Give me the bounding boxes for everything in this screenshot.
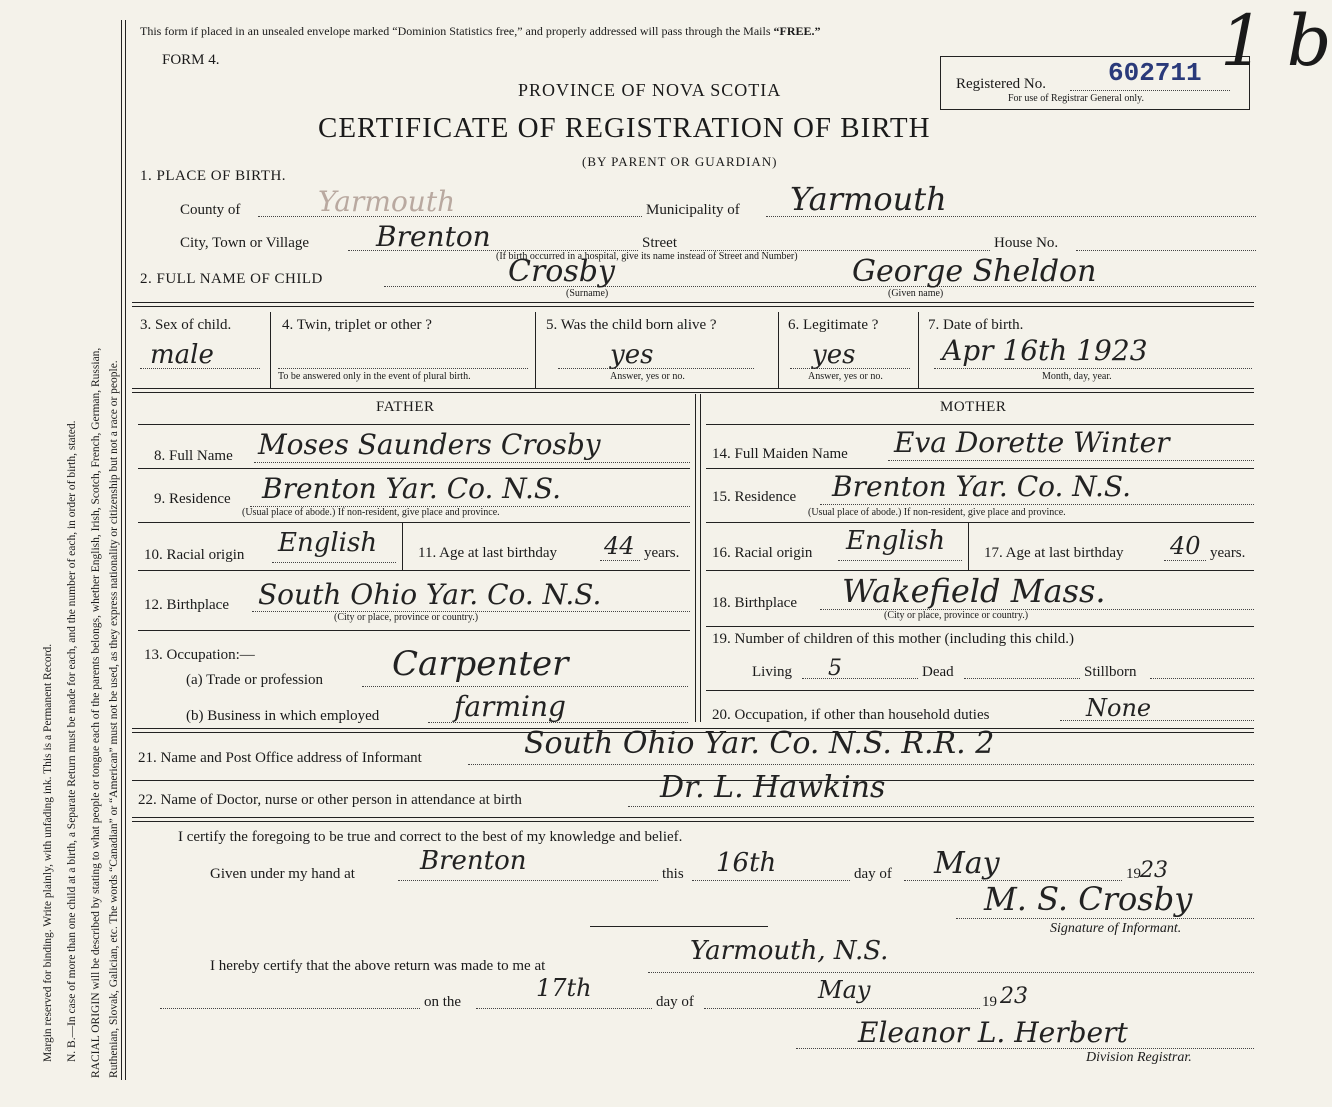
father-business-value: farming xyxy=(454,690,566,723)
mother-name-value: Eva Dorette Winter xyxy=(894,426,1170,459)
city-label: City, Town or Village xyxy=(180,235,310,251)
father-name-value: Moses Saunders Crosby xyxy=(258,428,601,461)
certificate-title: CERTIFICATE OF REGISTRATION OF BIRTH xyxy=(318,112,931,144)
registered-label: Registered No. xyxy=(956,76,1046,92)
registrar-year-value: 23 xyxy=(1000,984,1028,1009)
hospital-note: (If birth occurred in a hospital, give its name instead of Street and Number) xyxy=(496,251,798,262)
form-number: FORM 4. xyxy=(162,52,220,68)
father-age-value: 44 xyxy=(604,532,635,560)
on-the-label: on the xyxy=(424,994,462,1010)
street-label: Street xyxy=(642,235,677,251)
mother-race-value: English xyxy=(846,526,946,556)
mother-race-label: 16. Racial origin xyxy=(712,545,813,561)
county-value: Yarmouth xyxy=(318,185,456,218)
informant-label: 21. Name and Post Office address of Informant xyxy=(138,750,422,766)
mother-age-label: 17. Age at last birthday xyxy=(984,545,1124,561)
postal-notice: This form if placed in an unsealed envelope marked “Dominion Statistics free,” and properly addressed will pass through the Mails “FREE.” xyxy=(140,24,821,38)
registrar-day-value: 17th xyxy=(536,974,592,1002)
registrar-year-prefix: 19 xyxy=(982,994,997,1010)
dob-note: Month, day, year. xyxy=(1042,371,1112,382)
father-residence-note: (Usual place of abode.) If non-resident, give place and province. xyxy=(242,507,500,518)
twin-note: To be answered only in the event of plural birth. xyxy=(278,371,471,382)
dob-value: Apr 16th 1923 xyxy=(942,334,1148,367)
given-under-label: Given under my hand at xyxy=(210,866,355,882)
father-birthplace-label: 12. Birthplace xyxy=(144,597,229,613)
province-heading: PROVINCE OF NOVA SCOTIA xyxy=(518,80,782,100)
margin-note-nb: N. B.—In case of more than one child at a birth, a Separate Return must be made for each, and the number of each, in order of birth, stated. xyxy=(66,420,78,1062)
certify-year-value: 23 xyxy=(1140,858,1168,883)
mother-occupation-value: None xyxy=(1086,694,1152,722)
child-surname: Crosby xyxy=(508,254,615,289)
father-race-label: 10. Racial origin xyxy=(144,547,245,563)
rule-double-2 xyxy=(132,388,1254,393)
informant-value: South Ohio Yar. Co. N.S. R.R. 2 xyxy=(524,726,995,761)
surname-note: (Surname) xyxy=(566,288,609,299)
father-years: years. xyxy=(644,545,680,561)
registrar-month-value: May xyxy=(818,976,871,1004)
certify-month-value: May xyxy=(934,846,1000,881)
father-occupation-label: 13. Occupation:— xyxy=(144,647,255,663)
certify-day-of-label: day of xyxy=(854,866,892,882)
alive-label: 5. Was the child born alive ? xyxy=(546,317,717,333)
place-section-label: 1. PLACE OF BIRTH. xyxy=(140,168,287,184)
house-number-label: House No. xyxy=(994,235,1059,251)
mother-birthplace-value: Wakefield Mass. xyxy=(842,572,1106,610)
informant-signature-label: Signature of Informant. xyxy=(1050,921,1182,936)
margin-note-racial-2: Ruthenian, Slovak, Galician, etc. The words “Canadian” or “American” must not be used, as they express nationality or citizenship but not a race or people. xyxy=(108,360,120,1078)
child-name-label: 2. FULL NAME OF CHILD xyxy=(140,271,323,287)
registrar-signature-label: Division Registrar. xyxy=(1086,1050,1192,1065)
twin-label: 4. Twin, triplet or other ? xyxy=(282,317,432,333)
sex-value: male xyxy=(150,340,214,370)
mother-name-label: 14. Full Maiden Name xyxy=(712,446,848,462)
father-business-label: (b) Business in which employed xyxy=(186,708,380,724)
certify-day-value: 16th xyxy=(716,848,777,878)
county-label: County of xyxy=(180,202,241,218)
father-birthplace-value: South Ohio Yar. Co. N.S. xyxy=(258,578,602,611)
registrar-day-of-label: day of xyxy=(656,994,694,1010)
municipality-value: Yarmouth xyxy=(790,180,947,218)
child-given-name: George Sheldon xyxy=(852,254,1097,289)
mother-residence-note: (Usual place of abode.) If non-resident, give place and province. xyxy=(808,507,1066,518)
mother-birthplace-label: 18. Birthplace xyxy=(712,595,797,611)
mother-age-value: 40 xyxy=(1170,532,1201,560)
father-age-label: 11. Age at last birthday xyxy=(418,545,557,561)
dob-label: 7. Date of birth. xyxy=(928,317,1024,333)
given-place-value: Brenton xyxy=(420,846,527,876)
doctor-value: Dr. L. Hawkins xyxy=(660,770,886,805)
father-race-value: English xyxy=(278,528,378,558)
mother-children-label: 19. Number of children of this mother (including this child.) xyxy=(712,631,1075,647)
mother-heading: MOTHER xyxy=(940,399,1007,415)
registrar-statement: I hereby certify that the above return was made to me at xyxy=(210,958,546,974)
doctor-label: 22. Name of Doctor, nurse or other person in attendance at birth xyxy=(138,792,522,808)
father-residence-label: 9. Residence xyxy=(154,491,231,507)
living-value: 5 xyxy=(828,656,842,681)
certify-statement: I certify the foregoing to be true and correct to the best of my knowledge and belief. xyxy=(178,829,683,845)
corner-mark: 1 b xyxy=(1220,0,1332,82)
given-name-note: (Given name) xyxy=(888,288,944,299)
registrar-signature: Eleanor L. Herbert xyxy=(858,1016,1128,1049)
margin-note-racial-1: RACIAL ORIGIN will be described by stating to what people or tongue each of the parents belongs, whether English, Irish, Scotch, French, German, Russian, xyxy=(90,347,102,1078)
living-label: Living xyxy=(752,664,792,680)
registered-number: 602711 xyxy=(1108,58,1202,88)
rule-double-4 xyxy=(132,817,1254,822)
father-birthplace-note: (City or place, province or country.) xyxy=(334,612,479,623)
stillborn-label: Stillborn xyxy=(1084,664,1137,680)
dead-label: Dead xyxy=(922,664,954,680)
legitimate-label: 6. Legitimate ? xyxy=(788,317,879,333)
legitimate-value: yes xyxy=(812,340,856,370)
municipality-label: Municipality of xyxy=(646,202,740,218)
father-trade-label: (a) Trade or profession xyxy=(186,672,324,688)
father-trade-value: Carpenter xyxy=(392,644,569,684)
informant-signature: M. S. Crosby xyxy=(984,880,1193,918)
father-heading: FATHER xyxy=(376,399,435,415)
father-name-label: 8. Full Name xyxy=(154,448,233,464)
mother-years: years. xyxy=(1210,545,1246,561)
mother-residence-label: 15. Residence xyxy=(712,489,797,505)
registrar-note: For use of Registrar General only. xyxy=(1008,93,1144,104)
sex-label: 3. Sex of child. xyxy=(140,317,232,333)
registrar-place-value: Yarmouth, N.S. xyxy=(690,936,889,966)
mother-birthplace-note: (City or place, province or country.) xyxy=(884,610,1029,621)
legitimate-note: Answer, yes or no. xyxy=(808,371,883,382)
mother-occupation-label: 20. Occupation, if other than household duties xyxy=(712,707,990,723)
mother-residence-value: Brenton Yar. Co. N.S. xyxy=(832,470,1132,503)
certificate-subtitle: (BY PARENT OR GUARDIAN) xyxy=(582,154,778,169)
father-residence-value: Brenton Yar. Co. N.S. xyxy=(262,472,562,505)
alive-value: yes xyxy=(610,340,654,370)
rule-double-1 xyxy=(132,302,1254,307)
city-value: Brenton xyxy=(376,220,491,253)
margin-note-binding: Margin reserved for binding. Write plainly, with unfading ink. This is a Permanent Record. xyxy=(42,643,54,1062)
margin-rule xyxy=(121,20,122,1080)
this-label: this xyxy=(662,866,684,882)
certify-year-prefix: 19 xyxy=(1126,866,1141,882)
alive-note: Answer, yes or no. xyxy=(610,371,685,382)
